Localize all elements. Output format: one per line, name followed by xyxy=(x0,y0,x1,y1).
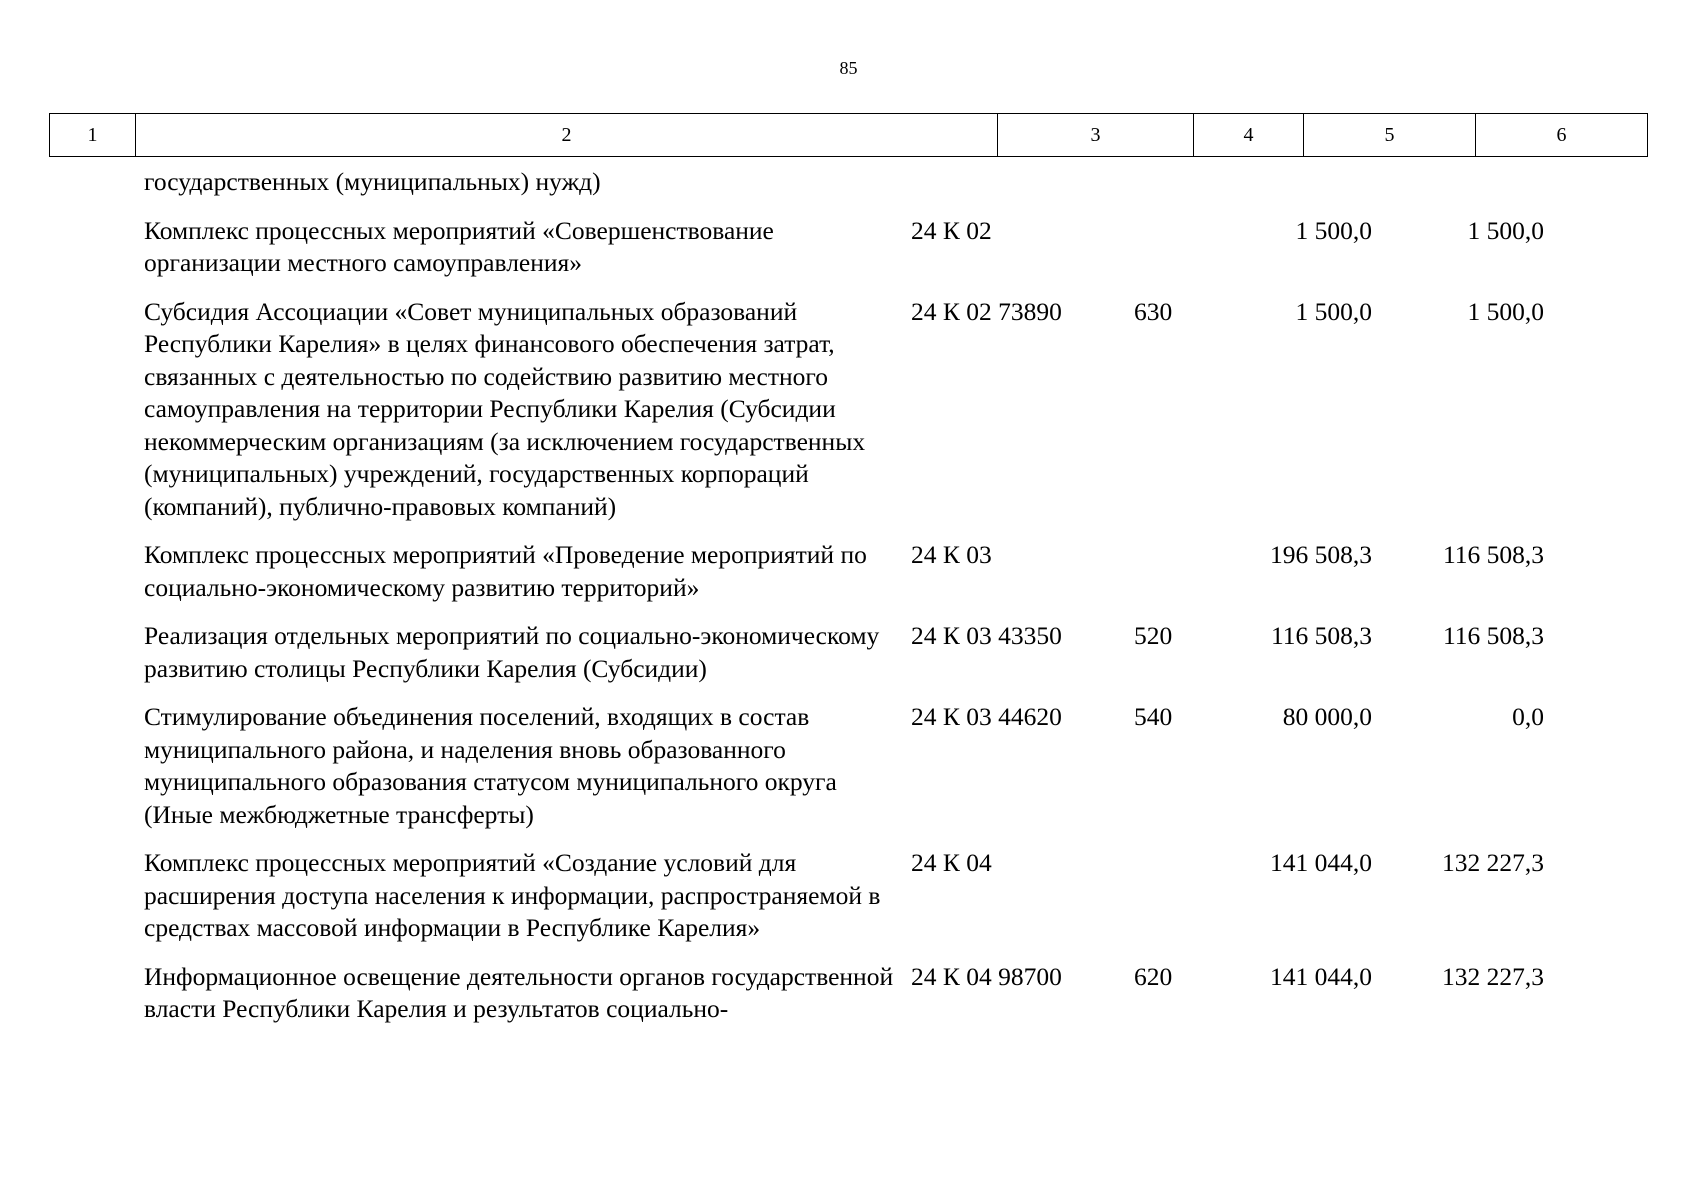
table-row xyxy=(49,961,1641,1026)
row-code: 24 К 03 43350 xyxy=(911,621,1062,650)
row-code: 24 К 03 xyxy=(911,540,992,569)
row-name xyxy=(49,961,902,1026)
row-name xyxy=(49,215,902,280)
row-name xyxy=(49,701,902,831)
table-row xyxy=(49,215,1641,280)
row-code: 24 К 03 44620 xyxy=(911,702,1062,731)
column-header-2: 2 xyxy=(136,114,998,157)
continuation-text: государственных (муниципальных) нужд) xyxy=(144,167,601,196)
row-name-line: средствах массовой информации в Республике Карелия» xyxy=(144,913,761,942)
table-row xyxy=(49,701,1641,831)
column-header-6: 6 xyxy=(1476,114,1648,157)
column-header-row xyxy=(50,114,1648,157)
row-name-line: расширения доступа населения к информации, распространяемой в xyxy=(144,880,881,910)
row-name-line: Комплекс процессных мероприятий «Проведение мероприятий по xyxy=(144,540,867,569)
row-name-line: (Иные межбюджетные трансферты) xyxy=(144,799,534,829)
row-name xyxy=(49,847,902,945)
row-expense-type: 540 xyxy=(1134,702,1173,731)
column-header-1: 1 xyxy=(50,114,136,157)
row-value-5: 116 508,3 xyxy=(1270,621,1372,650)
column-header-5: 5 xyxy=(1304,114,1476,157)
table-body xyxy=(49,166,1641,1026)
row-name-line: связанных с деятельностью по содействию развитию местного xyxy=(144,361,828,391)
row-value-6: 132 227,3 xyxy=(1442,961,1544,991)
row-name-line: Информационное освещение деятельности органов государственной xyxy=(144,961,894,991)
row-name xyxy=(49,296,902,524)
row-name xyxy=(49,620,902,685)
row-code: 24 К 04 xyxy=(911,848,992,877)
page-number: 85 xyxy=(839,58,858,78)
row-code: 24 К 04 98700 xyxy=(911,961,1062,991)
row-expense-type: 520 xyxy=(1134,621,1173,650)
row-name xyxy=(49,539,902,604)
row-value-5: 141 044,0 xyxy=(1270,848,1372,877)
row-value-5: 1 500,0 xyxy=(1295,296,1372,326)
row-code: 24 К 02 xyxy=(911,215,992,245)
row-name-line: Комплекс процессных мероприятий «Создание условий для xyxy=(144,848,797,877)
row-name-line: развитию столицы Республики Карелия (Субсидии) xyxy=(144,653,707,683)
column-header-table xyxy=(49,113,1648,157)
row-value-5: 196 508,3 xyxy=(1270,540,1372,569)
row-name-line: Комплекс процессных мероприятий «Совершенствование xyxy=(144,215,774,245)
row-name-line: самоуправления на территории Республики Карелия (Субсидии xyxy=(144,394,836,423)
table-row xyxy=(49,847,1641,945)
table-row xyxy=(49,296,1641,524)
continuation-row xyxy=(49,166,1641,199)
row-name-line: (компаний), публично-правовых компаний) xyxy=(144,491,617,521)
table-row xyxy=(49,539,1641,604)
row-name-line: Субсидия Ассоциации «Совет муниципальных образований xyxy=(144,296,798,326)
row-value-6: 116 508,3 xyxy=(1442,621,1544,650)
row-name-line: социально-экономическому развитию территорий» xyxy=(144,572,700,602)
row-name-line: власти Республики Карелия и результатов социально- xyxy=(144,994,729,1023)
row-name-line: муниципального района, и наделения вновь образованного xyxy=(144,734,786,764)
column-header-3: 3 xyxy=(998,114,1194,157)
row-value-6: 1 500,0 xyxy=(1467,215,1544,245)
row-name-line: организации местного самоуправления» xyxy=(144,248,583,277)
row-value-6: 1 500,0 xyxy=(1467,296,1544,326)
row-name-line: некоммерческим организациям (за исключением государственных xyxy=(144,426,866,456)
row-name-line: Стимулирование объединения поселений, входящих в состав xyxy=(144,702,810,731)
row-value-6: 132 227,3 xyxy=(1442,848,1544,877)
row-value-5: 141 044,0 xyxy=(1270,961,1372,991)
table-row xyxy=(49,620,1641,685)
row-expense-type: 630 xyxy=(1134,296,1173,326)
row-code: 24 К 02 73890 xyxy=(911,296,1062,326)
row-value-6: 0,0 xyxy=(1512,702,1544,731)
row-value-6: 116 508,3 xyxy=(1442,540,1544,569)
row-name-line: Республики Карелия» в целях финансового обеспечения затрат, xyxy=(144,329,835,358)
row-name-line: муниципального образования статусом муниципального округа xyxy=(144,767,837,796)
column-header-4: 4 xyxy=(1194,114,1304,157)
row-value-5: 80 000,0 xyxy=(1282,702,1372,731)
row-value-5: 1 500,0 xyxy=(1295,215,1372,245)
row-name-line: (муниципальных) учреждений, государственных корпораций xyxy=(144,459,809,488)
row-name-line: Реализация отдельных мероприятий по социально-экономическому xyxy=(144,621,880,650)
row-expense-type: 620 xyxy=(1134,961,1173,991)
